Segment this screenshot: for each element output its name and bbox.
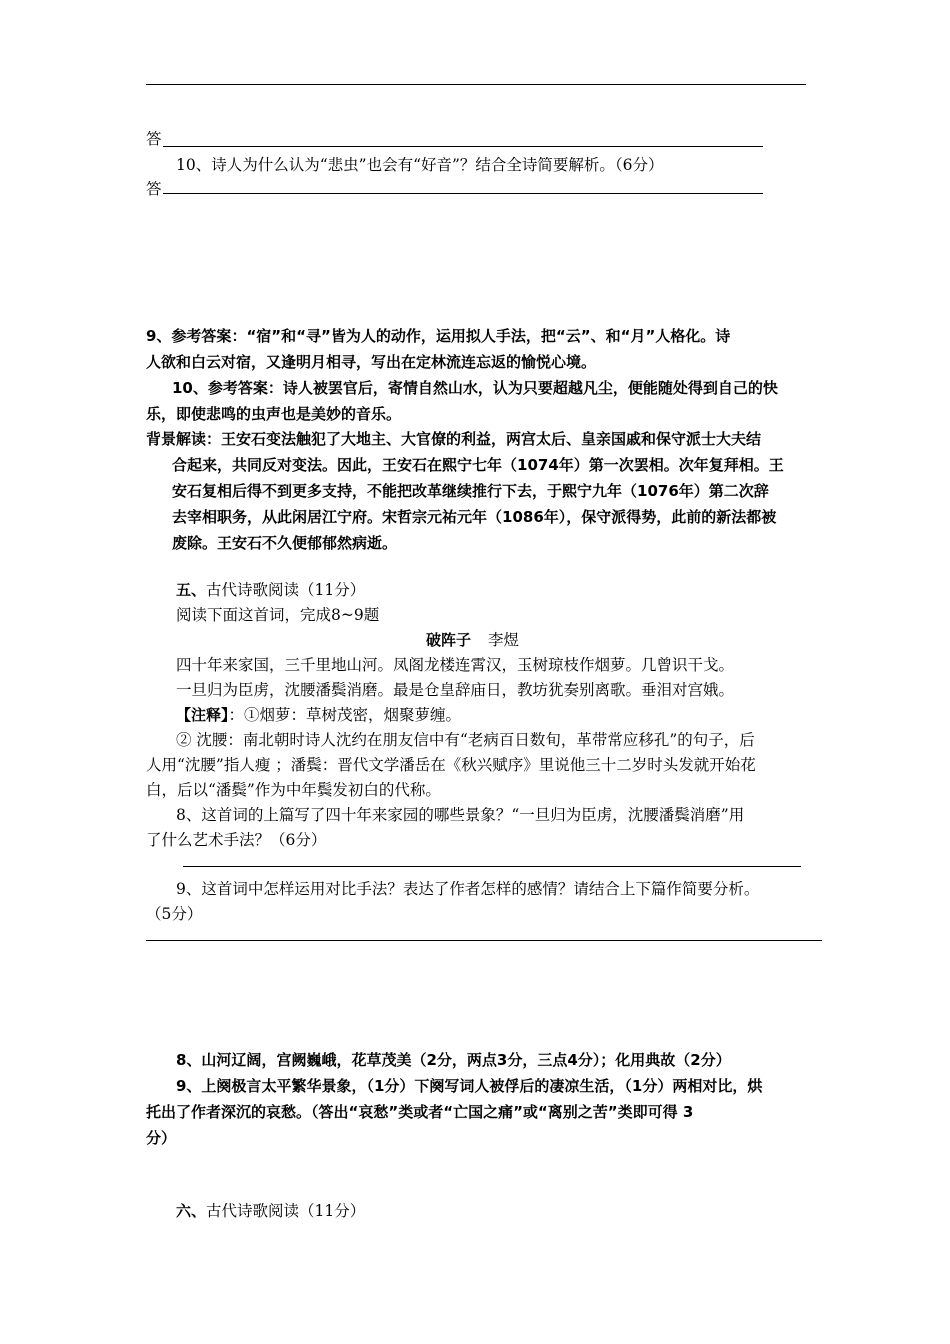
answer-9: 分）	[146, 1129, 177, 1147]
instruction: 阅读下面这首词，完成8~9题	[176, 606, 380, 624]
answer-label: 答	[146, 130, 162, 148]
answer-9: 托出了作者深沉的哀愁。（答出“哀愁”类或者“亡国之痛”或“离别之苦”类即可得 3	[146, 1103, 694, 1121]
background-text: 去宰相职务，从此闲居江宁府。宋哲宗元祐元年（1086年），保守派得势，此前的新法都被	[172, 508, 777, 526]
answer-label: 答	[146, 180, 162, 198]
poem-title	[426, 628, 519, 650]
background-label: 背景解读：	[146, 430, 222, 448]
question-8: 了什么艺术手法？（6分）	[146, 831, 327, 849]
background-text: 废除。王安石不久便郁郁然病逝。	[172, 534, 398, 552]
section-6-heading	[176, 1199, 365, 1221]
top-rule	[146, 84, 806, 85]
background-text: 王安石变法触犯了大地主、大官僚的利益，两宫太后、皇亲国戚和保守派士大夫结	[221, 430, 762, 448]
question-9: 9、这首词中怎样运用对比手法？表达了作者怎样的感情？请结合上下篇作简要分析。	[176, 880, 760, 898]
note-2: ② 沈腰：南北朝时诗人沈约在朋友信中有“老病百日数旬，革带常应移孔”的句子，后	[176, 731, 755, 749]
answer-9: 9、上阕极言太平繁华景象，（1分）下阕写词人被俘后的凄凉生活，（1分）两相对比，烘	[176, 1077, 763, 1095]
answer-10: 10、参考答案：诗人被罢官后，寄情自然山水，认为只要超越凡尘，便能随处得到自己的快	[172, 379, 778, 397]
note-1	[176, 703, 461, 725]
answer-blank-line[interactable]	[163, 146, 763, 147]
question-9: （5分）	[146, 905, 203, 923]
note-2: 人用“沈腰”指人瘦 ；潘鬓：晋代文学潘岳在《秋兴赋序》里说他三十二岁时头发就开始花	[146, 756, 756, 774]
background-reading	[146, 428, 761, 449]
answer-9: 9、参考答案：“宿”和“寻”皆为人的动作，运用拟人手法，把“云”、和“月”人格化。诗	[146, 327, 731, 345]
note-label: 【注释】	[176, 706, 229, 724]
answer-10-cont: 乐，即使悲鸣的虫声也是美妙的音乐。	[146, 405, 402, 423]
section-title: 古代诗歌阅读（11分）	[206, 581, 366, 599]
answer-8: 8、山河辽阔，宫阙巍峨，花草茂美（2分，两点3分，三点4分）；化用典故（2分）	[176, 1051, 731, 1069]
background-text: 安石复相后得不到更多支持，不能把改革继续推行下去，于熙宁九年（1076年）第二次辞	[172, 482, 769, 500]
note-2: 白，后以“潘鬓”作为中年鬓发初白的代称。	[146, 781, 441, 799]
section-number: 五、	[176, 581, 207, 599]
question-10: 10、诗人为什么认为“悲虫”也会有“好音”？结合全诗简要解析。（6分）	[176, 156, 664, 174]
section-number: 六、	[176, 1202, 207, 1220]
answer-blank-line[interactable]	[146, 940, 822, 941]
question-8: 8、这首词的上篇写了四十年来家园的哪些景象？“一旦归为臣虏，沈腰潘鬓消磨”用	[176, 806, 745, 824]
poem-author: 李煜	[487, 631, 519, 649]
answer-blank-line[interactable]	[183, 866, 801, 867]
answer-blank-line[interactable]	[163, 193, 763, 194]
poem-line: 一旦归为臣虏，沈腰潘鬓消磨。最是仓皇辞庙日，教坊犹奏别离歌。垂泪对宫娥。	[176, 681, 735, 699]
answer-9-cont: 人欲和白云对宿，又逢明月相寻，写出在定林流连忘返的愉悦心境。	[146, 353, 597, 371]
section-title: 古代诗歌阅读（11分）	[206, 1202, 366, 1220]
section-5-heading	[176, 578, 365, 600]
poem-line: 四十年来家国，三千里地山河。凤阁龙楼连霄汉，玉树琼枝作烟萝。几曾识干戈。	[176, 656, 735, 674]
poem-title-text: 破阵子	[426, 631, 472, 649]
note-text: ：①烟萝：草树茂密，烟聚萝缠。	[228, 706, 462, 724]
background-text: 合起来，共同反对变法。因此，王安石在熙宁七年（1074年）第一次罢相。次年复拜相。王	[172, 456, 784, 474]
